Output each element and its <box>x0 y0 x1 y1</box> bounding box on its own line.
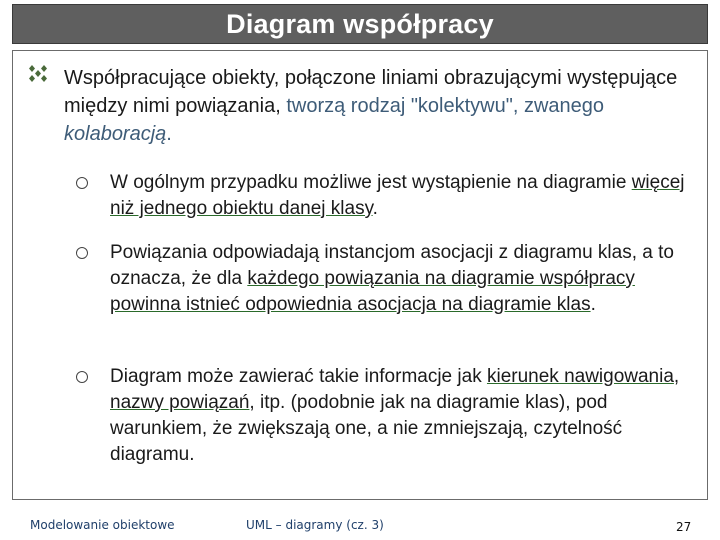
sub-bullet-3-text <box>110 364 706 468</box>
sub1-end: . <box>372 198 378 219</box>
sub-bullet-2-text <box>110 240 706 318</box>
sub2-end: . <box>590 294 596 315</box>
main-text-part2: tworzą rodzaj "kolektywu", zwanego <box>286 95 605 117</box>
circle-bullet-icon <box>76 177 88 189</box>
sub-bullet-1-text <box>110 170 706 222</box>
main-text-term: kolaboracją <box>64 123 167 145</box>
main-text-part1: Współpracujące obiekty, połączone liniami obrazującymi występujące między nimi powiązania, <box>64 67 678 117</box>
circle-bullet-icon <box>76 247 88 259</box>
sub3-link-direction[interactable]: kierunek nawigowania <box>486 366 674 387</box>
footer-center: UML – diagramy (cz. 3) <box>246 518 384 532</box>
diamond-bullet-icon <box>26 64 50 84</box>
sub3-text: Diagram może zawierać takie informacje jak <box>110 366 487 387</box>
sub3-link-names[interactable]: nazwy powiązań <box>110 392 250 413</box>
main-text-end: . <box>166 123 172 145</box>
sub2-text: Powiązania odpowiadają instancjom asocjacji z diagramu klas, a to oznacza, że dla <box>110 242 674 289</box>
slide-title-bar <box>12 4 708 44</box>
footer-left: Modelowanie obiektowe <box>30 518 175 532</box>
sub-bullet-2 <box>76 240 706 318</box>
circle-bullet-icon <box>76 371 88 383</box>
main-bullet-text <box>64 64 704 148</box>
page-number: 27 <box>676 520 692 534</box>
slide-title: Diagram współpracy <box>226 8 494 39</box>
sub2-link[interactable]: każdego powiązania na diagramie współpracy powinna istnieć odpowiednia asocjacja na diagramie klas <box>110 268 635 315</box>
sub-bullet-1 <box>76 170 706 222</box>
sub-bullet-3 <box>76 364 706 468</box>
sub1-text: W ogólnym przypadku możliwe jest wystąpienie na diagramie <box>110 172 632 193</box>
sub1-link[interactable]: więcej niż jednego obiektu danej klasy <box>110 172 685 219</box>
sub3-rest: , itp. (podobnie jak na diagramie klas), pod warunkiem, że zwiększają one, a nie zmniejszają, czytelność diagramu. <box>110 392 623 465</box>
sub3-separator: , <box>673 366 680 387</box>
